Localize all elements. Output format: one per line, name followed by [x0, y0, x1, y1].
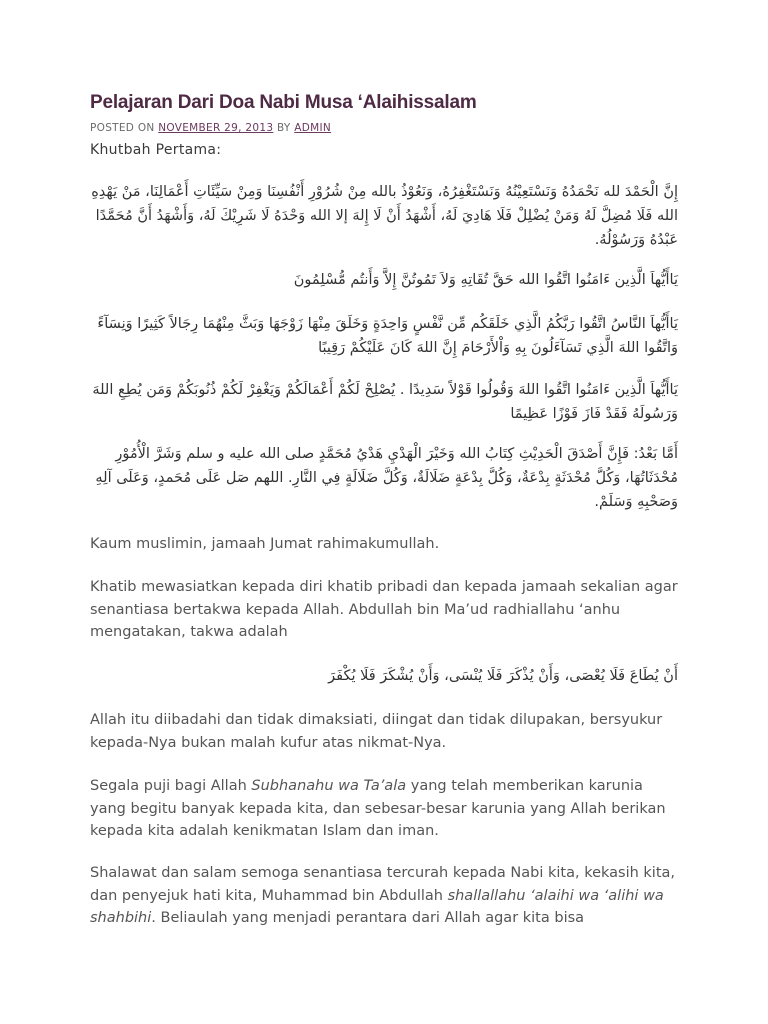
post-meta: [90, 122, 331, 134]
shalawat-text-end: . Beliaulah yang menjadi perantara dari Allah agar kita bisa: [151, 910, 585, 926]
arabic-verse-2: يَاأَيُّهاَ النَّاسُ اتَّقُوا رَبَّكُمُ الَّذِي خَلَقَكُم مِّن نَّفْسٍ وَاحِدَةٍ وَخَلَقَ مِنْهَا زَوْجَهَا وَبَثَّ مِنْهُمَا رِجَالاً كَثِيرًا وَنِسَآءً وَاتَّقُوا اللهَ الَّذِي تَسَآءَلُونَ بِهِ وَاْلأَرْحَامَ إِنَّ اللهَ كَانَ عَلَيْكُمْ رَقِيبًا: [97, 316, 678, 356]
praise-text-start: Segala puji bagi Allah: [90, 778, 252, 794]
section-subheading: Khutbah Pertama:: [90, 142, 222, 158]
shalawat-italic: shallallahu ‘alaihi wa ‘alihi wa shahbihi: [90, 887, 664, 926]
posted-on-label: POSTED ON: [90, 122, 155, 134]
author-link[interactable]: ADMIN: [294, 122, 332, 134]
arabic-verse-3: يَاأَيُّهاَ الَّذِين ءَامَنُوا اتَّقُوا اللهَ وَقُولُوا قَوْلاً سَدِيدًا . يُصْلِحْ لَكُمْ أَعْمَالَكُمْ وَيَغْفِرْ لَكُمْ ذُنُوبَكُمْ وَمَن يُطِعِ اللهَ وَرَسُولَهُ فَقَدْ فَازَ فَوْزًا عَظِيمًا: [92, 382, 678, 422]
praise-text-end: yang telah memberikan karunia yang begitu banyak kepada kita, dan sebesar-besar karunia yang Allah berikan kepada kita adalah kenikmatan Islam dan iman.: [90, 778, 666, 839]
post-title: Pelajaran Dari Doa Nabi Musa ‘Alaihissalam: [90, 92, 477, 113]
arabic-opening: إِنَّ الْحَمْدَ لله نَحْمَدُهُ وَنَسْتَعِيْنُهُ وَنَسْتَغْفِرُهُ، وَنَعُوْذُ بالله مِنْ شُرُوْرِ أَنْفُسِنَا وَمِنْ سَيِّئَاتِ أَعْمَالِنَا، مَنْ يَهْدِهِ الله فَلَا مُضِلَّ لَهُ وَمَنْ يُضْلِلْ فَلَا هَادِيَ لَهُ، أَشْهَدُ أَنْ لَا إِلهَ إلا الله وَحْدَهُ لَا شَرِيْكَ لَهُ، وَأَشْهَدُ أَنَّ مُحَمَّدًا عَبْدُهُ وَرَسُوْلُهُ.: [91, 184, 678, 248]
shalawat-text-start: Shalawat dan salam semoga senantiasa tercurah kepada Nabi kita, kekasih kita, dan penyejuk hati kita, Muhammad bin Abdullah: [90, 865, 676, 904]
arabic-verse-1: يَاأَيُّهاَ الَّذِين ءَامَنُوا اتَّقُوا الله حَقَّ تُقَاتِهِ وَلاَ تَمُوتُنَّ إِلاَّ وَأَنتُم مُّسْلِمُونَ: [293, 272, 678, 288]
praise-italic: Subhanahu wa Ta’ala: [251, 778, 407, 794]
paragraph-praise: [90, 775, 680, 843]
post-date-link[interactable]: NOVEMBER 29, 2013: [158, 122, 274, 134]
paragraph-taqwa-meaning: Allah itu diibadahi dan tidak dimaksiati, diingat dan tidak dilupakan, bersyukur kepada-Nya bukan malah kufur atas nikmat-Nya.: [90, 712, 663, 751]
paragraph-taqwa-intro: Khatib mewasiatkan kepada diri khatib pribadi dan kepada jamaah sekalian agar senantiasa bertakwa kepada Allah. Abdullah bin Ma’ud radhiallahu ‘anhu mengatakan, takwa adalah: [90, 579, 678, 640]
arabic-taqwa-quote: أَنْ يُطَاعَ فَلَا يُعْصَى، وَأَنْ يُذْكَرَ فَلَا يُنْسَى، وَأَنْ يُشْكَرَ فَلَا يُكْفَرَ: [328, 668, 678, 684]
paragraph-shalawat: [90, 862, 680, 930]
arabic-amma-badu: أَمَّا بَعْدُ: فَإِنَّ أَصْدَقَ الْحَدِيْثِ كِتَابُ الله وَخَيْرَ الْهَدْيِ هَدْيُ مُحَمَّدٍ صلى الله عليه و سلم وَشَرَّ الْأُمُوْرِ مُحْدَثَاتُهَا، وَكُلَّ مُحْدَثَةٍ بِدْعَةٌ، وَكُلَّ بِدْعَةٍ ضَلَالَةٌ، وَكُلَّ ضَلَالَةٍ فِي النَّارِ. اللهم صَل عَلَى مُحَمدٍ، وَعَلَى آلِهِ وَصَحْبِهِ وَسَلَمْ.: [95, 446, 678, 510]
by-label: BY: [276, 122, 291, 134]
paragraph-greeting: Kaum muslimin, jamaah Jumat rahimakumullah.: [90, 536, 440, 552]
